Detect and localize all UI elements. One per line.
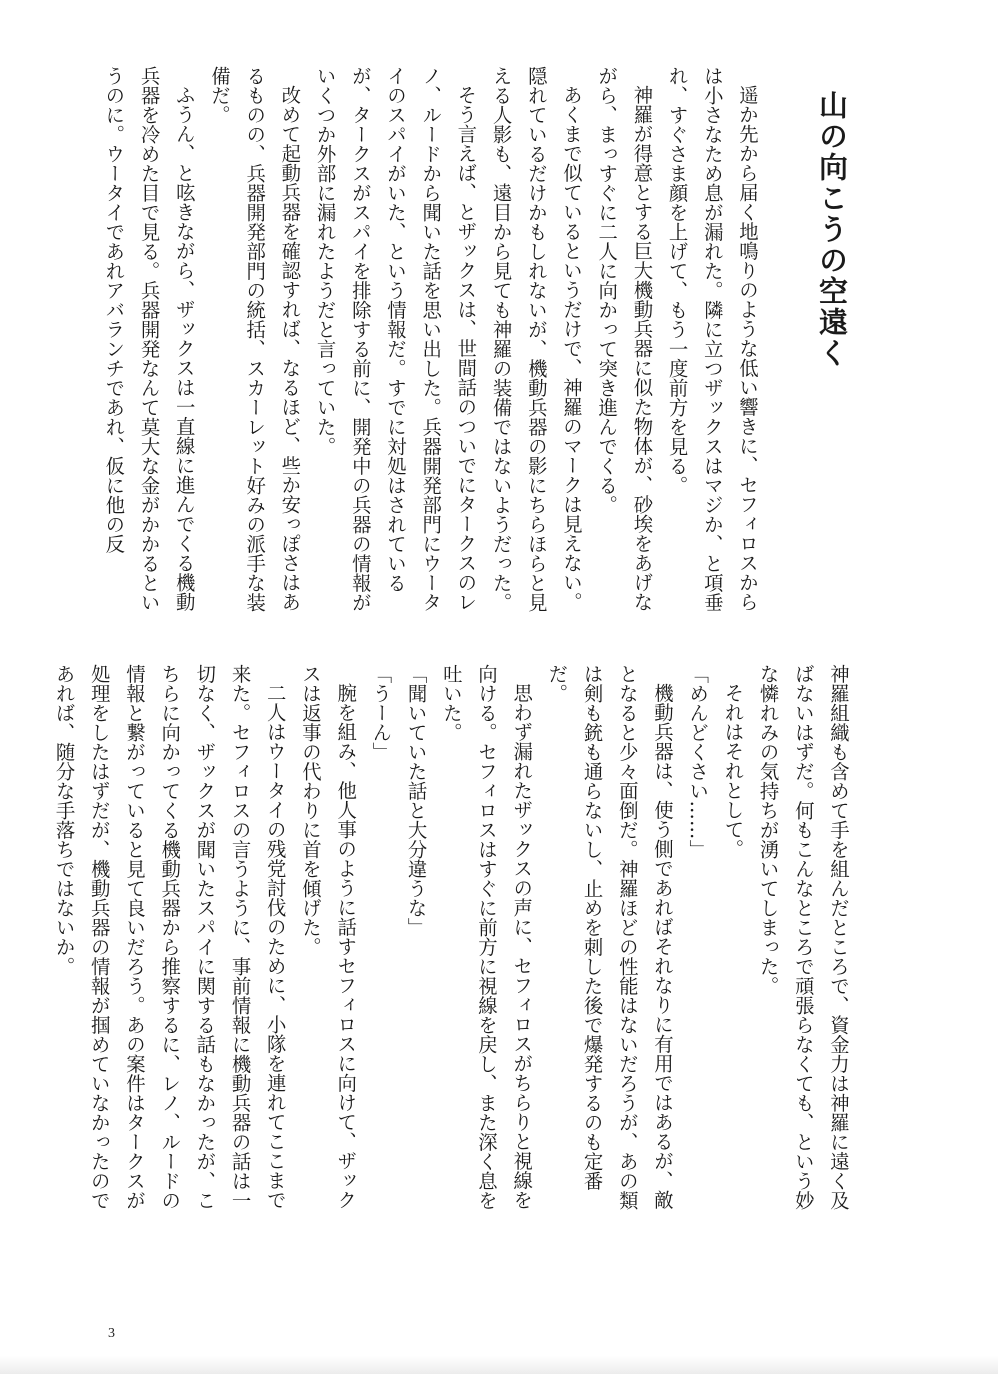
text-block-bottom: [52, 664, 856, 1224]
dialogue-line: 「うーん」: [369, 664, 393, 762]
paragraph: そう言えば、とザックスは、世間話のついでにタークスのレノ、ルードから聞いた話を思い出した。兵器開発部門にウータイのスパイがいた、という情報だ。すでに対処はされているが、タークスがスパイを排除する前に、開発中の兵器の情報がいくつか外部に漏れたようだと言っていた。: [313, 66, 478, 612]
dialogue-line: 「聞いていた話と大分違うな」: [404, 664, 428, 937]
paragraph: あくまで似ているというだけで、神羅のマークは見えない。隠れているだけかもしれないが、機動兵器の影にちらほらと見える人影も、遠目から見ても神羅の装備ではないようだった。: [489, 66, 583, 612]
paragraph-continuation: 神羅組織も含めて手を組んだところで、資金力は神羅に遠く及ばないはずだ。何もこんなところで頑張らなくても、という妙な憐れみの気持ちが湧いてしまった。: [756, 664, 850, 1210]
paragraph: ふうん、と呟きながら、ザックスは一直線に進んでくる機動兵器を冷めた目で見る。兵器開発なんて莫大な金がかかるというのに。ウータイであれアバランチであれ、仮に他の反: [102, 66, 196, 612]
dialogue-line: 「めんどくさい……」: [686, 664, 710, 859]
paragraph: 神羅が得意とする巨大機動兵器に似た物体が、砂埃をあげながら、まっすぐに二人に向かって突き進んでくる。: [595, 66, 654, 612]
paragraph: 思わず漏れたザックスの声に、セフィロスがちらりと視線を向ける。セフィロスはすぐに前方に視線を戻し、また深く息を吐いた。: [439, 664, 534, 1210]
text-block-top: [102, 66, 765, 626]
paragraph: 二人はウータイの残党討伐のために、小隊を連れてここまで来た。セフィロスの言うように、事前情報に機動兵器の話は一切なく、ザックスが聞いたスパイに関する話もなかったが、こちらに向かってくる機動兵器から推察するに、レノ、ルードの情報と繋がっていると見て良いだろう。あの案件はタークスが処理をしたはずだが、機動兵器の情報が掴めていなかったのであれば、随分な手落ちではないか。: [52, 664, 287, 1210]
paragraph: それはそれとして。: [721, 683, 745, 859]
page-number: 3: [108, 1326, 115, 1341]
paragraph: 遥か先から届く地鳴りのような低い響きに、セフィロスからは小さなため息が漏れた。隣に立つザックスはマジか、と項垂れ、すぐさま顔を上げて、もう一度前方を見る。: [665, 66, 759, 612]
page-bottom-edge: [0, 1356, 998, 1374]
paragraph: 腕を組み、他人事のように話すセフィロスに向けて、ザックスは返事の代わりに首を傾げた。: [298, 664, 358, 1210]
paragraph: 改めて起動兵器を確認すれば、なるほど、些か安っぽさはあるものの、兵器開発部門の統括、スカーレット好みの派手な装備だ。: [207, 66, 302, 612]
chapter-title: 山の向こうの空遠く: [815, 90, 849, 369]
paragraph: 機動兵器は、使う側であればそれなりに有用ではあるが、敵となると少々面倒だ。神羅ほどの性能はないだろうが、あの類は剣も銃も通らないし、止めを刺した後で爆発するのも定番だ。: [545, 664, 674, 1210]
